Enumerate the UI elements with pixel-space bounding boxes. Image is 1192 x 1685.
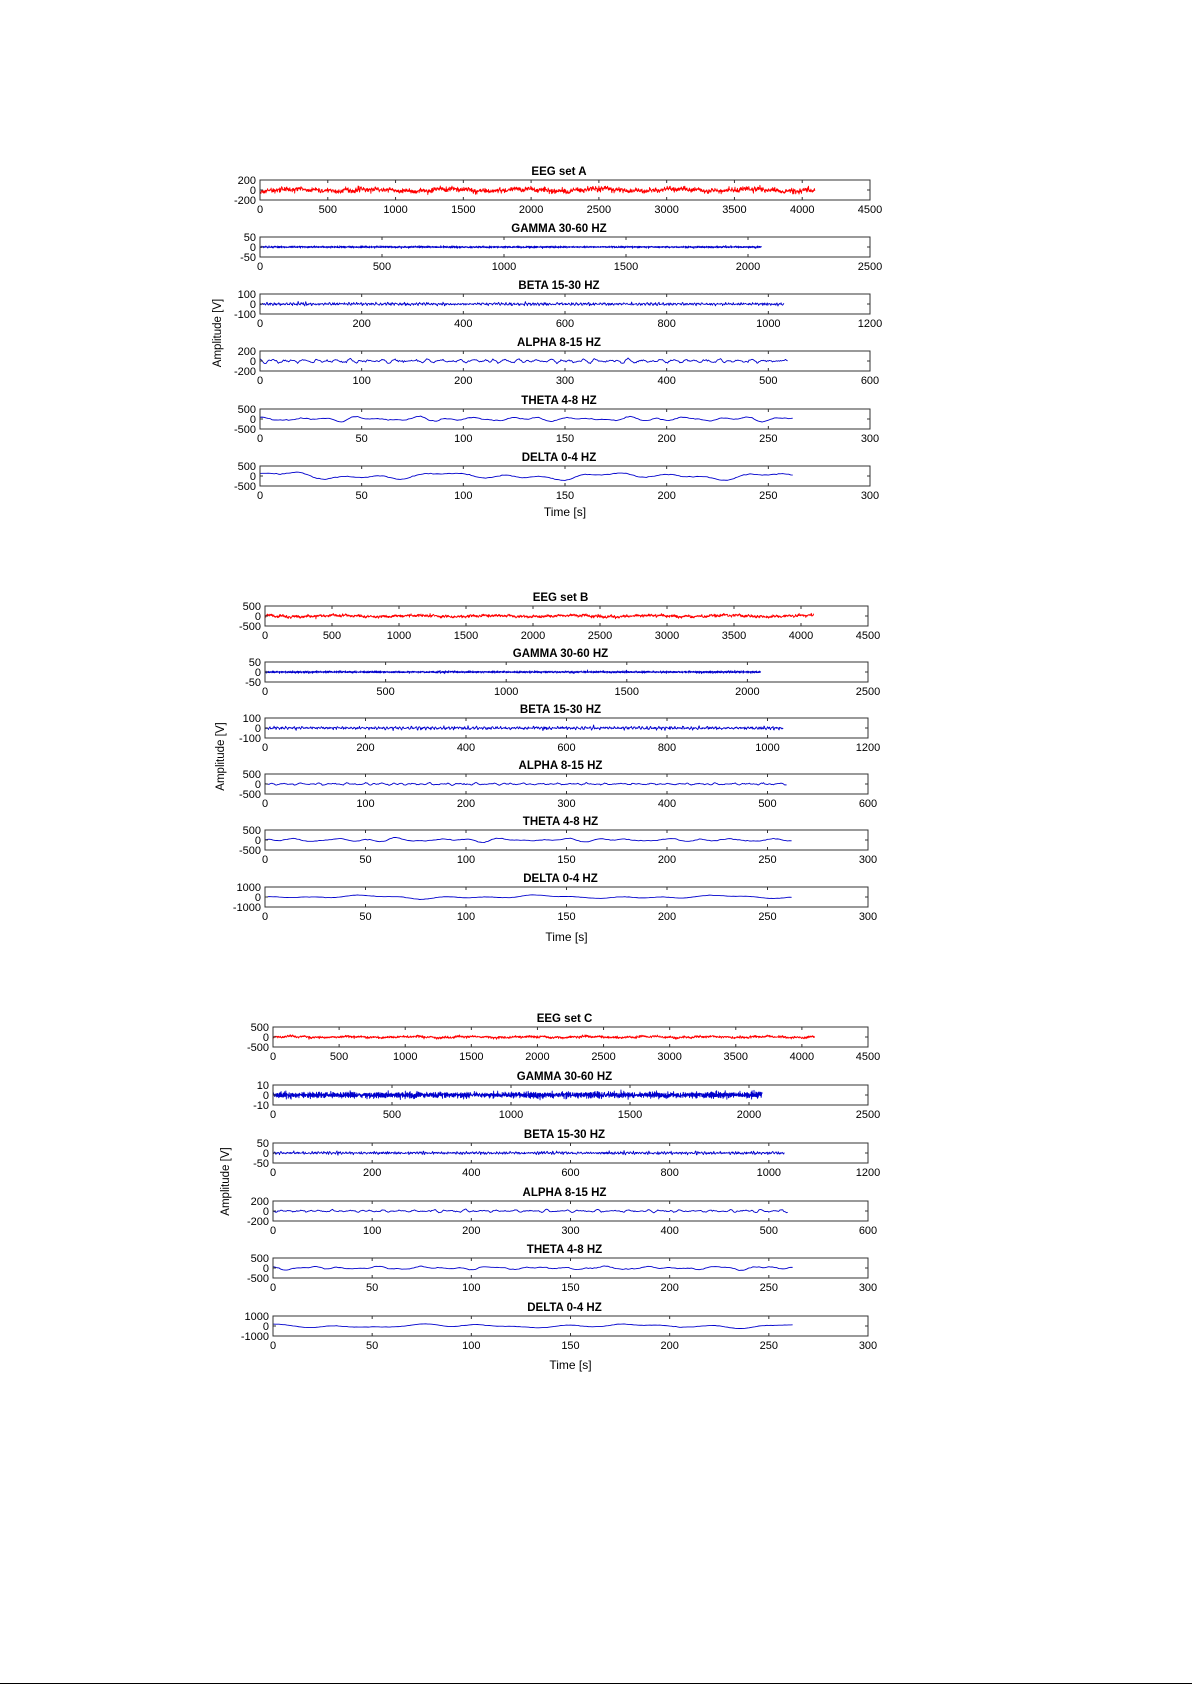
x-tick-label: 50 xyxy=(366,1340,379,1352)
x-tick-label: 0 xyxy=(261,854,269,866)
subplot-title: BETA 15-30 HZ xyxy=(519,704,602,716)
signal-trace xyxy=(260,358,788,364)
y-tick-label: 500 xyxy=(242,769,261,781)
x-tick-label: 1000 xyxy=(491,261,517,273)
x-tick-label: 400 xyxy=(454,318,473,330)
x-tick-label: 300 xyxy=(858,1340,878,1352)
x-tick-label: 3500 xyxy=(722,204,747,216)
x-tick-label: 50 xyxy=(359,854,372,866)
x-tick-label: 2000 xyxy=(735,686,760,698)
x-tick-label: 100 xyxy=(356,798,375,810)
x-tick-label: 1500 xyxy=(453,630,479,642)
x-tick-label: 1000 xyxy=(392,1051,418,1063)
signal-trace xyxy=(273,1035,815,1039)
subplot-title: GAMMA 30-60 HZ xyxy=(511,223,607,235)
x-tick-label: 600 xyxy=(858,1225,878,1237)
y-tick-label: -1000 xyxy=(232,902,261,914)
x-tick-label: 500 xyxy=(759,375,778,387)
x-tick-label: 150 xyxy=(555,490,575,502)
x-tick-label: 0 xyxy=(269,1167,277,1179)
y-tick-label: 50 xyxy=(243,232,256,244)
x-tick-label: 2000 xyxy=(520,630,546,642)
x-tick-label: 400 xyxy=(657,798,677,810)
subplot-title: ALPHA 8-15 HZ xyxy=(518,760,603,772)
y-tick-label: 0 xyxy=(249,471,256,483)
x-tick-label: 600 xyxy=(860,375,880,387)
x-tick-label: 300 xyxy=(557,798,576,810)
subplot-title: BETA 15-30 HZ xyxy=(518,280,600,292)
y-tick-label: -50 xyxy=(240,252,256,264)
x-tick-label: 250 xyxy=(759,490,778,502)
x-tick-label: 0 xyxy=(261,630,269,642)
y-tick-label: -200 xyxy=(233,195,256,207)
x-tick-label: 3000 xyxy=(654,630,680,642)
subplot-eeg-set-b xyxy=(239,592,880,642)
x-tick-label: 150 xyxy=(561,1282,580,1294)
subplot-title: DELTA 0-4 HZ xyxy=(527,1302,602,1314)
y-tick-label: 0 xyxy=(262,1090,269,1102)
signal-trace xyxy=(260,416,793,422)
x-tick-label: 4000 xyxy=(789,204,815,216)
subplot-title: DELTA 0-4 HZ xyxy=(521,452,597,464)
x-tick-label: 150 xyxy=(555,433,575,445)
x-tick-label: 200 xyxy=(352,318,371,330)
y-tick-label: 0 xyxy=(249,414,256,426)
x-tick-label: 200 xyxy=(660,1340,679,1352)
y-tick-label: 500 xyxy=(237,404,256,416)
x-tick-label: 4000 xyxy=(788,630,814,642)
x-tick-label: 0 xyxy=(256,204,264,216)
x-tick-label: 1000 xyxy=(755,742,780,754)
y-tick-label: 50 xyxy=(248,657,261,669)
x-tick-label: 0 xyxy=(256,261,264,273)
signal-trace xyxy=(265,613,814,619)
x-tick-label: 250 xyxy=(758,911,777,923)
y-axis-label: Amplitude [V] xyxy=(212,298,224,368)
signal-trace xyxy=(265,837,792,842)
y-tick-label: -500 xyxy=(238,845,261,857)
signal-trace xyxy=(273,1209,788,1213)
subplot-delta-0-4-hz xyxy=(234,452,879,502)
signal-trace xyxy=(260,185,815,194)
x-tick-label: 250 xyxy=(759,433,778,445)
y-tick-label: 0 xyxy=(254,723,261,735)
x-tick-label: 1200 xyxy=(855,742,881,754)
signal-trace xyxy=(265,725,783,731)
signal-trace xyxy=(273,1151,784,1156)
subplot-eeg-set-c xyxy=(247,1013,880,1063)
subplot-delta-0-4-hz xyxy=(233,873,877,923)
x-tick-label: 50 xyxy=(359,911,372,923)
subplot-delta-0-4-hz xyxy=(241,1302,877,1352)
y-tick-label: 500 xyxy=(250,1253,269,1265)
eeg-figure-set-a xyxy=(212,166,882,519)
y-tick-label: 0 xyxy=(249,242,256,254)
subplot-gamma-30-60-hz xyxy=(240,223,882,273)
y-tick-label: -200 xyxy=(246,1216,269,1228)
subplot-title: EEG set B xyxy=(532,592,589,604)
x-tick-label: 3500 xyxy=(721,630,747,642)
subplot-title: THETA 4-8 HZ xyxy=(521,395,597,407)
y-tick-label: 50 xyxy=(256,1138,269,1150)
subplot-alpha-8-15-hz xyxy=(247,1187,877,1237)
x-tick-label: 2500 xyxy=(857,261,883,273)
y-tick-label: 1000 xyxy=(236,882,261,894)
x-tick-label: 1000 xyxy=(383,204,408,216)
signal-trace xyxy=(265,895,792,900)
subplot-theta-4-8-hz xyxy=(247,1244,877,1294)
y-tick-label: -200 xyxy=(233,366,256,378)
x-tick-label: 200 xyxy=(657,911,677,923)
y-tick-label: 200 xyxy=(237,175,256,187)
x-tick-label: 800 xyxy=(657,318,676,330)
x-tick-label: 250 xyxy=(759,1340,779,1352)
signal-trace xyxy=(273,1090,762,1100)
x-tick-label: 1500 xyxy=(451,204,476,216)
x-tick-label: 300 xyxy=(561,1225,580,1237)
subplot-title: GAMMA 30-60 HZ xyxy=(516,1071,613,1083)
signal-trace xyxy=(273,1266,793,1271)
y-tick-label: 0 xyxy=(254,667,261,679)
x-tick-label: 150 xyxy=(557,854,576,866)
x-tick-label: 1000 xyxy=(498,1109,524,1121)
y-tick-label: -500 xyxy=(238,789,261,801)
x-tick-label: 1500 xyxy=(617,1109,643,1121)
x-tick-label: 800 xyxy=(660,1167,679,1179)
x-tick-label: 500 xyxy=(318,204,337,216)
page-bottom-rule xyxy=(0,1683,1192,1684)
x-tick-label: 300 xyxy=(860,433,880,445)
y-tick-label: -500 xyxy=(238,621,261,633)
y-tick-label: 200 xyxy=(237,346,256,358)
y-tick-label: 0 xyxy=(254,835,261,847)
subplot-title: THETA 4-8 HZ xyxy=(522,816,599,828)
x-tick-label: 2500 xyxy=(586,204,612,216)
x-tick-label: 200 xyxy=(657,854,677,866)
y-tick-label: -100 xyxy=(238,733,261,745)
subplot-title: THETA 4-8 HZ xyxy=(526,1244,603,1256)
x-tick-label: 2500 xyxy=(591,1051,616,1063)
x-tick-label: 0 xyxy=(261,798,269,810)
x-tick-label: 150 xyxy=(557,911,576,923)
x-tick-label: 0 xyxy=(256,375,264,387)
y-tick-label: 0 xyxy=(254,611,261,623)
x-tick-label: 100 xyxy=(454,433,473,445)
x-tick-label: 100 xyxy=(456,911,476,923)
signal-trace xyxy=(260,245,761,248)
subplot-theta-4-8-hz xyxy=(234,395,879,445)
y-tick-label: 500 xyxy=(250,1022,269,1034)
y-tick-label: 1000 xyxy=(244,1311,269,1323)
x-tick-label: 500 xyxy=(376,686,395,698)
x-axis-label: Time [s] xyxy=(549,1358,592,1372)
subplot-beta-15-30-hz xyxy=(234,280,882,330)
x-tick-label: 100 xyxy=(462,1282,481,1294)
y-axis-label: Amplitude [V] xyxy=(215,722,227,791)
x-tick-label: 500 xyxy=(382,1109,402,1121)
x-tick-label: 300 xyxy=(858,911,878,923)
x-tick-label: 0 xyxy=(261,686,269,698)
y-tick-label: -50 xyxy=(253,1158,269,1170)
y-tick-label: -500 xyxy=(233,481,256,493)
x-tick-label: 300 xyxy=(555,375,575,387)
x-tick-label: 0 xyxy=(269,1282,277,1294)
y-tick-label: -500 xyxy=(246,1273,269,1285)
x-tick-label: 150 xyxy=(561,1340,580,1352)
subplot-alpha-8-15-hz xyxy=(239,760,877,810)
signal-trace xyxy=(260,302,784,307)
x-axis-label: Time [s] xyxy=(545,930,588,944)
y-tick-label: 10 xyxy=(256,1080,269,1092)
x-tick-label: 100 xyxy=(462,1340,481,1352)
y-tick-label: 500 xyxy=(242,601,261,613)
x-tick-label: 1000 xyxy=(756,1167,782,1179)
x-tick-label: 200 xyxy=(657,433,676,445)
x-tick-label: 0 xyxy=(256,490,264,502)
y-tick-label: 0 xyxy=(254,779,261,791)
x-tick-label: 600 xyxy=(561,1167,580,1179)
subplot-title: DELTA 0-4 HZ xyxy=(523,873,598,885)
x-tick-label: 200 xyxy=(356,742,375,754)
x-tick-label: 400 xyxy=(657,375,676,387)
x-tick-label: 200 xyxy=(456,798,476,810)
x-tick-label: 50 xyxy=(355,490,368,502)
x-tick-label: 600 xyxy=(557,742,576,754)
x-tick-label: 1200 xyxy=(857,318,883,330)
x-tick-label: 1000 xyxy=(756,318,781,330)
y-tick-label: 0 xyxy=(262,1032,269,1044)
y-tick-label: -50 xyxy=(245,677,261,689)
y-tick-label: 0 xyxy=(249,356,256,368)
y-tick-label: 500 xyxy=(237,461,256,473)
x-axis-label: Time [s] xyxy=(543,505,587,519)
x-tick-label: 200 xyxy=(362,1167,382,1179)
y-tick-label: 0 xyxy=(249,185,256,197)
x-tick-label: 0 xyxy=(269,1109,277,1121)
x-tick-label: 0 xyxy=(256,433,264,445)
subplot-title: EEG set C xyxy=(536,1013,593,1025)
x-tick-label: 100 xyxy=(456,854,476,866)
x-tick-label: 500 xyxy=(758,798,777,810)
y-tick-label: -500 xyxy=(233,424,256,436)
x-tick-label: 0 xyxy=(269,1340,277,1352)
y-tick-label: 500 xyxy=(242,825,261,837)
subplot-beta-15-30-hz xyxy=(253,1129,880,1179)
y-tick-label: 100 xyxy=(242,713,261,725)
x-tick-label: 800 xyxy=(657,742,677,754)
x-tick-label: 1500 xyxy=(613,261,639,273)
x-tick-label: 300 xyxy=(860,490,880,502)
x-tick-label: 200 xyxy=(454,375,473,387)
y-tick-label: 0 xyxy=(262,1148,269,1160)
y-tick-label: 0 xyxy=(249,299,256,311)
subplot-title: ALPHA 8-15 HZ xyxy=(517,337,601,349)
y-tick-label: -100 xyxy=(233,309,256,321)
y-tick-label: 200 xyxy=(250,1196,269,1208)
x-tick-label: 50 xyxy=(355,433,368,445)
x-tick-label: 2000 xyxy=(525,1051,550,1063)
x-tick-label: 4500 xyxy=(857,204,883,216)
x-tick-label: 100 xyxy=(454,490,473,502)
x-tick-label: 4500 xyxy=(855,1051,881,1063)
x-tick-label: 2500 xyxy=(587,630,613,642)
signal-trace xyxy=(260,472,793,480)
y-tick-label: 100 xyxy=(237,289,256,301)
y-tick-label: -500 xyxy=(246,1042,269,1054)
x-tick-label: 100 xyxy=(352,375,371,387)
x-tick-label: 3000 xyxy=(654,204,679,216)
x-tick-label: 0 xyxy=(269,1051,277,1063)
y-axis-label: Amplitude [V] xyxy=(220,1147,232,1216)
signal-trace xyxy=(273,1324,793,1329)
x-tick-label: 0 xyxy=(269,1225,277,1237)
x-tick-label: 0 xyxy=(261,911,269,923)
x-tick-label: 1500 xyxy=(459,1051,484,1063)
subplot-eeg-set-a xyxy=(234,166,882,216)
x-tick-label: 300 xyxy=(858,854,878,866)
x-tick-label: 600 xyxy=(858,798,878,810)
subplot-title: EEG set A xyxy=(531,166,587,178)
x-tick-label: 4000 xyxy=(789,1051,815,1063)
x-tick-label: 2000 xyxy=(518,204,544,216)
subplot-title: ALPHA 8-15 HZ xyxy=(522,1187,607,1199)
x-tick-label: 1000 xyxy=(386,630,412,642)
x-tick-label: 200 xyxy=(462,1225,481,1237)
eeg-figure-set-b xyxy=(215,592,880,944)
x-tick-label: 4500 xyxy=(855,630,881,642)
x-tick-label: 600 xyxy=(555,318,575,330)
x-tick-label: 250 xyxy=(759,1282,779,1294)
x-tick-label: 250 xyxy=(758,854,777,866)
subplot-title: GAMMA 30-60 HZ xyxy=(512,648,609,660)
subplot-beta-15-30-hz xyxy=(239,704,880,754)
subplot-gamma-30-60-hz xyxy=(245,648,880,698)
y-tick-label: 0 xyxy=(262,1263,269,1275)
x-tick-label: 200 xyxy=(660,1282,679,1294)
subplot-gamma-30-60-hz xyxy=(253,1071,880,1121)
x-tick-label: 400 xyxy=(660,1225,679,1237)
y-tick-label: -10 xyxy=(253,1100,269,1112)
x-tick-label: 2000 xyxy=(736,1109,762,1121)
x-tick-label: 2000 xyxy=(735,261,761,273)
x-tick-label: 1200 xyxy=(855,1167,881,1179)
x-tick-label: 0 xyxy=(256,318,264,330)
subplot-alpha-8-15-hz xyxy=(234,337,879,387)
x-tick-label: 3500 xyxy=(723,1051,749,1063)
y-tick-label: 0 xyxy=(262,1206,269,1218)
y-tick-label: 0 xyxy=(262,1321,269,1333)
x-tick-label: 400 xyxy=(462,1167,481,1179)
signal-trace xyxy=(265,782,787,785)
x-tick-label: 400 xyxy=(456,742,476,754)
y-tick-label: -1000 xyxy=(240,1331,269,1343)
x-tick-label: 1500 xyxy=(614,686,640,698)
x-tick-label: 500 xyxy=(329,1051,349,1063)
x-tick-label: 3000 xyxy=(657,1051,682,1063)
x-tick-label: 1000 xyxy=(493,686,519,698)
signal-trace xyxy=(265,670,761,674)
x-tick-label: 2500 xyxy=(855,686,881,698)
x-tick-label: 100 xyxy=(362,1225,382,1237)
x-tick-label: 300 xyxy=(858,1282,878,1294)
x-tick-label: 500 xyxy=(322,630,342,642)
subplot-theta-4-8-hz xyxy=(239,816,877,866)
x-tick-label: 200 xyxy=(657,490,676,502)
x-tick-label: 500 xyxy=(372,261,392,273)
eeg-figure-set-c xyxy=(220,1013,880,1372)
x-tick-label: 2500 xyxy=(855,1109,881,1121)
subplot-title: BETA 15-30 HZ xyxy=(523,1129,606,1141)
x-tick-label: 500 xyxy=(759,1225,779,1237)
x-tick-label: 0 xyxy=(261,742,269,754)
x-tick-label: 50 xyxy=(366,1282,379,1294)
y-tick-label: 0 xyxy=(254,892,261,904)
